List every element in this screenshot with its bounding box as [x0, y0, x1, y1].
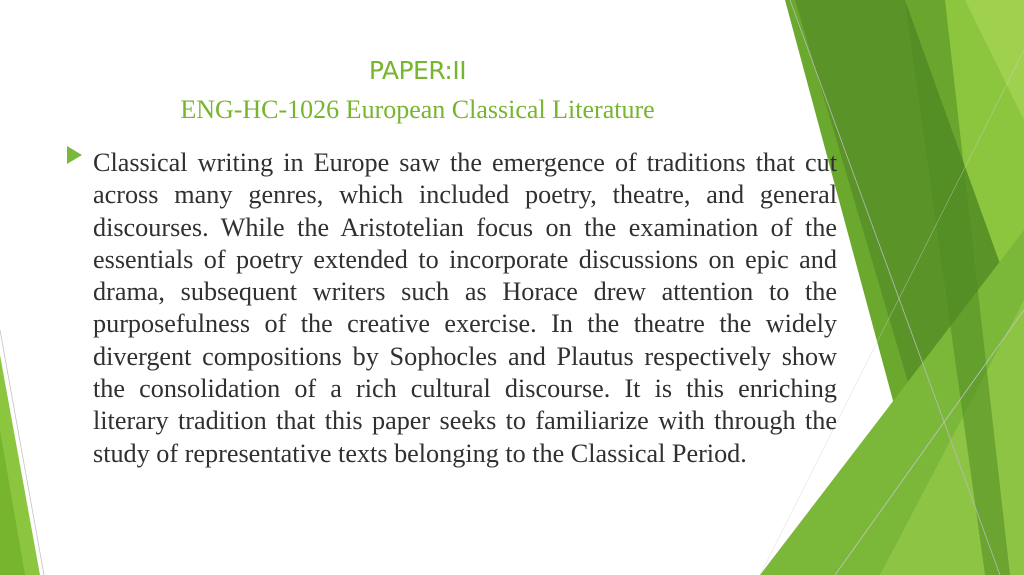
triangle-bullet-icon: [67, 146, 82, 164]
course-title-heading: ENG-HC-1026 European Classical Literature: [180, 95, 655, 124]
bullet-paragraph: Classical writing in Europe saw the emergence of traditions that cut across many genres, which included poetry, theatre, and general discourses. While the Aristotelian focus on the examination of the essentials of poetry extended to incorporate discussions on epic and drama, subsequent writers such as Horace drew attention to the purposefulness of the creative exercise. In the theatre the widely divergent compositions by Sophocles and Plautus respectively show the consolidation of a rich cultural discourse. It is this enriching literary tradition that this paper seeks to familiarize with through the study of representative texts belonging to the Classical Period.: [93, 148, 837, 468]
paper-number-heading: PAPER:II: [368, 56, 467, 85]
